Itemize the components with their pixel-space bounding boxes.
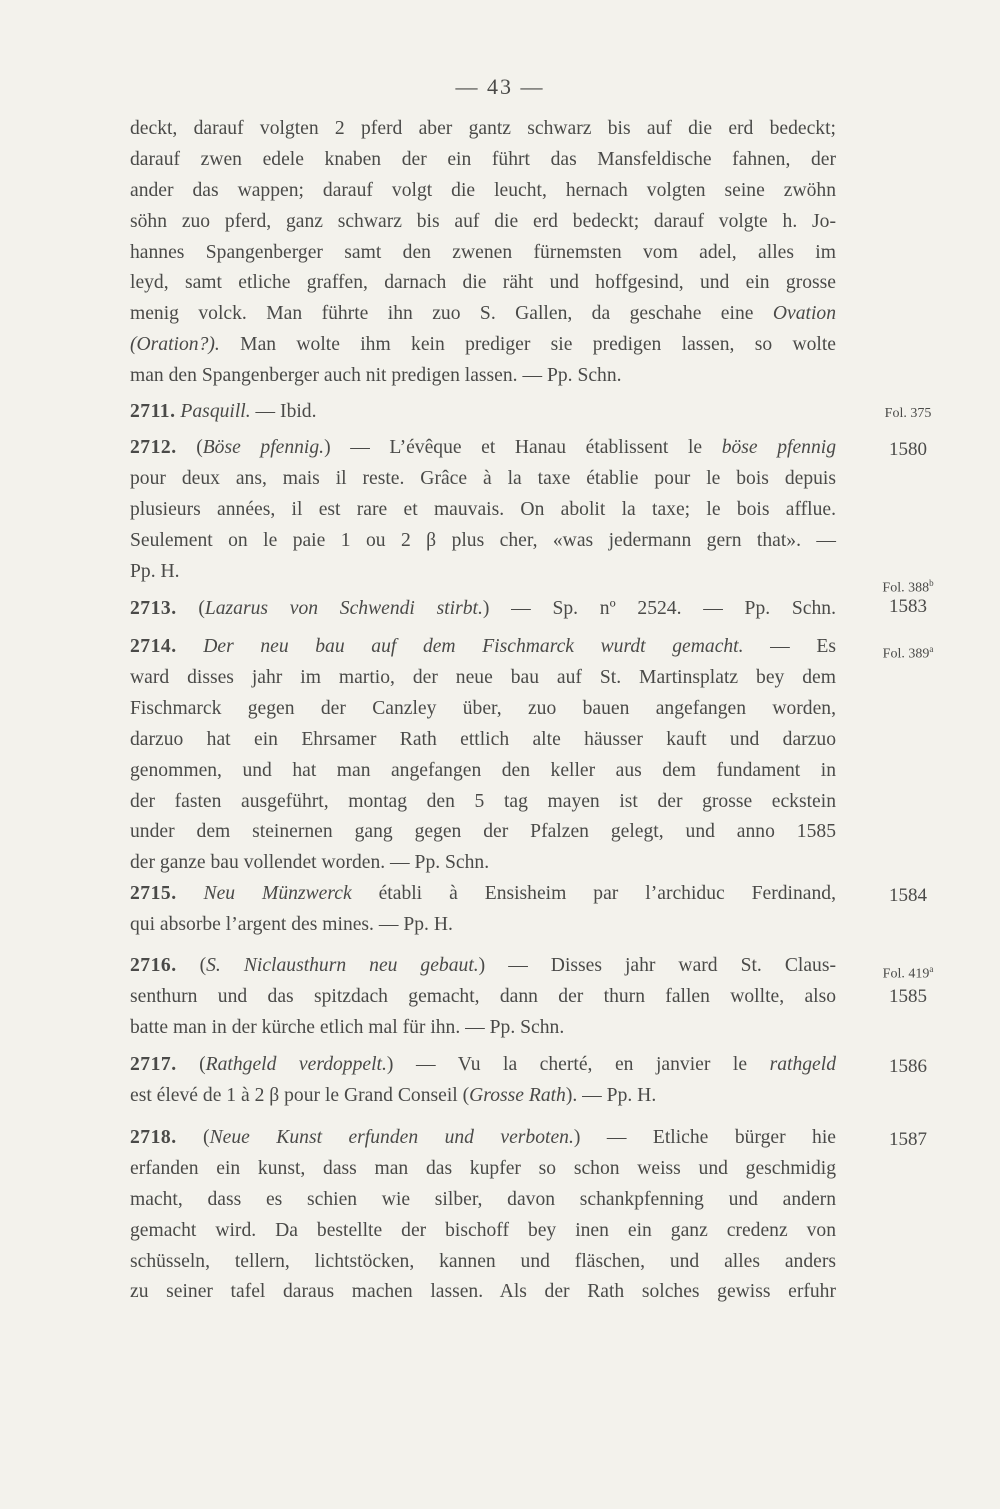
text-line: darzuo hat ein Ehrsamer Rath ettlich alte häusser kauft und darzuo: [130, 729, 836, 750]
text-line: Seulement on le paie 1 ou 2 β plus cher, «was jedermann gern that». —: [130, 530, 836, 551]
text-line: senthurn und das spitzdach gemacht, dann der thurn fallen wollte, also: [130, 986, 836, 1007]
text-line: batte man in der kürche etlich mal für ihn. — Pp. Schn.: [130, 1017, 565, 1038]
entry-2715: [130, 879, 836, 909]
margin-year: 1585: [889, 986, 927, 1007]
margin-year: 1586: [889, 1056, 927, 1077]
entry-text: — Etliche bürger hie: [606, 1127, 836, 1148]
text-line: söhn zuo pferd, ganz schwarz bis auf die erd bedeckt; darauf volgte h. Jo-: [130, 211, 836, 232]
text-segment: est élevé de 1 à 2 β pour le Grand Conseil (: [130, 1085, 470, 1106]
text-segment: ). — Pp. H.: [565, 1085, 657, 1106]
text-line: erfanden ein kunst, dass man das kupfer so schon weiss und geschmidig: [130, 1158, 836, 1179]
folio-text: Fol. 388: [882, 580, 930, 596]
text-line: [130, 1081, 836, 1111]
page-number: — 43 —: [455, 74, 545, 99]
entry-number: 2715.: [130, 883, 177, 904]
text-line: deckt, darauf volgten 2 pferd aber gantz schwarz bis auf die erd bedeckt;: [130, 118, 836, 139]
italic-term: (Oration?).: [130, 334, 220, 355]
entry-2712: 2712. (Böse pfennig.) — L’évêque et Hanau établissent le böse pfennig: [130, 437, 836, 458]
text-line: Pp. H.: [130, 561, 180, 582]
entry-number: 2714.: [130, 636, 177, 657]
entry-text: — L’évêque et Hanau établissent le: [350, 437, 703, 458]
margin-year: 1583: [889, 596, 927, 617]
folio-sup: b: [929, 578, 934, 588]
text-line: gemacht wird. Da bestellte der bischoff bey inen ein ganz credenz von: [130, 1220, 836, 1241]
text-line: qui absorbe l’argent des mines. — Pp. H.: [130, 914, 453, 935]
text-line: plusieurs années, il est rare et mauvais. On abolit la taxe; le bois afflue.: [130, 499, 836, 520]
folio-text: Fol. 419: [882, 966, 930, 982]
entry-number: 2717.: [130, 1054, 177, 1075]
entry-text: — Ibid.: [255, 401, 317, 422]
margin-year: 1587: [889, 1129, 927, 1150]
entry-2718: 2718. (Neue Kunst erfunden und verboten.) — Etliche bürger hie: [130, 1127, 836, 1148]
entry-number: 2716.: [130, 955, 177, 976]
entry-title: Pasquill.: [180, 401, 251, 422]
text-segment: Man wolte ihm kein prediger sie predigen lassen, so wolte: [240, 334, 836, 355]
margin-year: 1580: [889, 439, 927, 460]
italic-term: Grosse Rath: [469, 1085, 566, 1106]
text-line: schüsseln, tellern, lichtstöcken, kannen und fläschen, und alles anders: [130, 1251, 836, 1272]
entry-title: Böse pfennig.: [202, 437, 325, 458]
entry-number: 2713.: [130, 598, 177, 619]
entry-text: — Es: [770, 636, 836, 657]
entry-title: S. Niclausthurn neu gebaut.: [206, 955, 479, 976]
entry-number: 2712.: [130, 437, 177, 458]
entry-2714: [130, 632, 836, 662]
text-line: [130, 299, 836, 329]
text-line: ward disses jahr im martio, der neue bau auf St. Martinsplatz bey dem: [130, 667, 836, 688]
text-line: zu seiner tafel daraus machen lassen. Als der Rath solches gewiss erfuhr: [130, 1281, 836, 1302]
text-line: ander das wappen; darauf volgt die leucht, hernach volgten seine zwöhn: [130, 180, 836, 201]
text-line: hannes Spangenberger samt den zwenen fürnemsten vom adel, alles im: [130, 242, 836, 263]
folio-sup: a: [929, 644, 934, 654]
margin-folio: Fol. 375: [884, 406, 932, 421]
entry-2713: 2713. (Lazarus von Schwendi stirbt.) — Sp. nº 2524. — Pp. Schn.: [130, 598, 836, 619]
entry-number: 2711.: [130, 401, 176, 422]
text-line: macht, dass es schien wie silber, davon schankpfenning und andern: [130, 1189, 836, 1210]
italic-term: rathgeld: [769, 1054, 836, 1075]
entry-title: Neue Kunst erfunden und verboten.: [209, 1127, 574, 1148]
folio-sup: a: [929, 964, 934, 974]
text-line: under dem steinernen gang gegen der Pfalzen gelegt, und anno 1585: [130, 821, 836, 842]
text-line: genommen, und hat man angefangen den keller aus dem fundament in: [130, 760, 836, 781]
text-line: [130, 330, 836, 360]
text-line: leyd, samt etliche graffen, darnach die räht und hoffgesind, und ein grosse: [130, 272, 836, 293]
entry-2711: [130, 397, 836, 427]
italic-term: böse pfennig: [721, 437, 836, 458]
entry-title: Lazarus von Schwendi stirbt.: [204, 598, 483, 619]
text-line: man den Spangenberger auch nit predigen lassen. — Pp. Schn.: [130, 365, 622, 386]
entry-text: — Disses jahr ward St. Claus-: [508, 955, 836, 976]
entry-text: établi à Ensisheim par l’archiduc Ferdinand,: [378, 883, 836, 904]
text-segment: menig volck. Man führte ihn zuo S. Gallen, da geschahe eine: [130, 303, 754, 324]
entry-title: Rathgeld verdoppelt.: [205, 1054, 387, 1075]
entry-title: Neu Münzwerck: [203, 883, 352, 904]
text-line: der fasten ausgeführt, montag den 5 tag mayen ist der grosse eckstein: [130, 791, 836, 812]
text-line: pour deux ans, mais il reste. Grâce à la taxe établie pour le bois depuis: [130, 468, 836, 489]
entry-title: Der neu bau auf dem Fischmarck wurdt gemacht.: [203, 636, 744, 657]
entry-text: — Sp. nº 2524. — Pp. Schn.: [511, 598, 836, 619]
text-line: der ganze bau vollendet worden. — Pp. Schn.: [130, 852, 490, 873]
entry-2717: 2717. (Rathgeld verdoppelt.) — Vu la cherté, en janvier le rathgeld: [130, 1054, 836, 1075]
margin-folio: [848, 634, 968, 670]
entry-text: — Vu la cherté, en janvier le: [415, 1054, 748, 1075]
text-line: Fischmarck gegen der Canzley über, zuo bauen angefangen worden,: [130, 698, 836, 719]
margin-year: 1584: [889, 885, 927, 906]
italic-term: Ovation: [772, 303, 836, 324]
folio-text: Fol. 389: [882, 646, 930, 662]
entry-2716: 2716. (S. Niclausthurn neu gebaut.) — Disses jahr ward St. Claus-: [130, 955, 836, 976]
text-line: darauf zwen edele knaben der ein führt das Mansfeldische fahnen, der: [130, 149, 836, 170]
entry-number: 2718.: [130, 1127, 177, 1148]
